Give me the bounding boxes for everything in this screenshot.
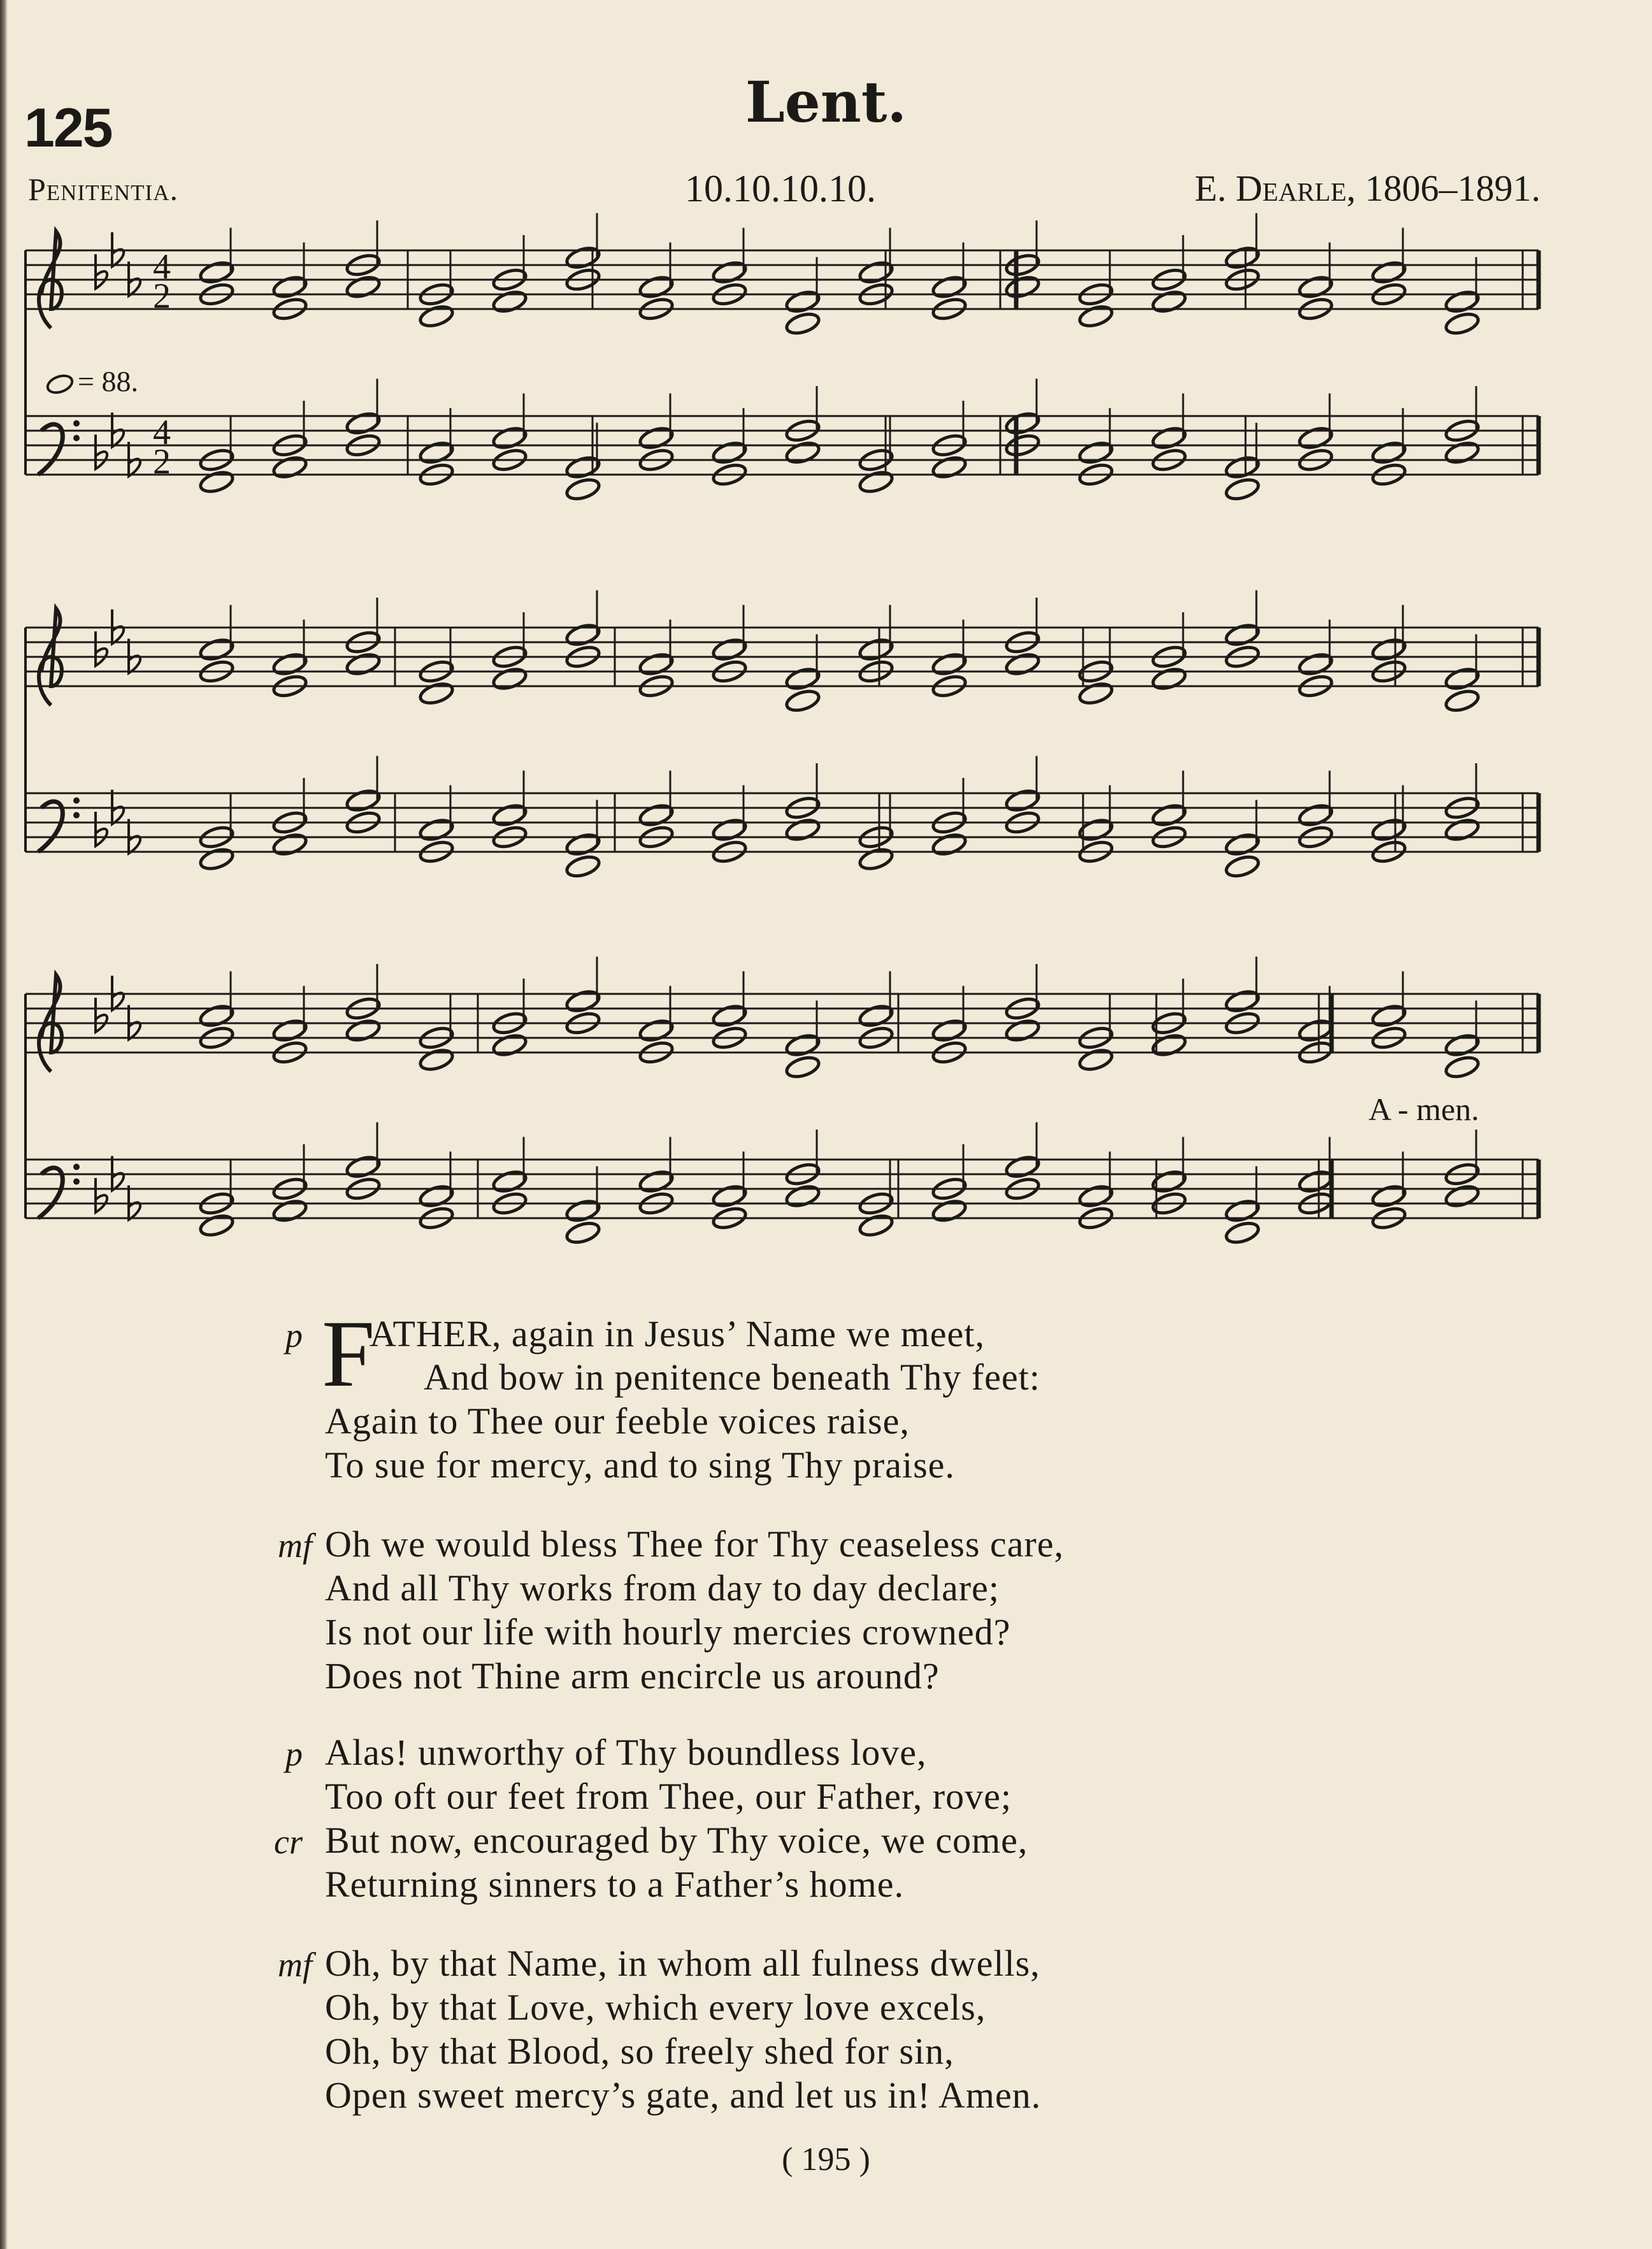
verse-2-line-2: And all Thy works from day to day declare;	[325, 1567, 1000, 1609]
half-note-icon	[1370, 440, 1407, 466]
half-note-icon	[1077, 303, 1114, 329]
half-note-icon	[271, 1198, 308, 1224]
half-note-icon	[1224, 1220, 1260, 1246]
half-note-icon	[198, 1003, 234, 1029]
verse-1-line-3: Again to Thee our feeble voices raise,	[325, 1400, 910, 1442]
time-signature-top: 4	[153, 247, 171, 287]
page-number: ( 195 )	[782, 2141, 870, 2178]
bass-clef-icon	[38, 801, 62, 852]
half-note-icon	[1297, 425, 1333, 451]
half-note-icon	[711, 1003, 747, 1029]
season-title: Lent.	[745, 69, 907, 135]
half-note-icon	[271, 454, 308, 480]
half-note-icon	[858, 469, 894, 495]
half-note-icon	[1224, 854, 1260, 880]
half-note-icon	[931, 831, 967, 858]
bass-clef-dot	[73, 1164, 80, 1170]
flat-sign-icon	[96, 998, 107, 1032]
flat-sign-icon	[96, 812, 107, 846]
half-note-icon	[784, 440, 821, 466]
half-note-icon	[858, 636, 894, 663]
half-note-icon	[1444, 289, 1480, 315]
half-note-icon	[1297, 651, 1333, 677]
half-note-icon	[1370, 1183, 1407, 1209]
verse-1-line-2: And bow in penitence beneath Thy feet:	[424, 1356, 1040, 1398]
verse-4-line-3: Oh, by that Blood, so freely shed for sin,	[325, 2030, 954, 2072]
verse-4-line-4: Open sweet mercy’s gate, and let us in! Amen.	[325, 2074, 1042, 2116]
half-note-icon	[198, 259, 234, 285]
flat-sign-icon	[96, 435, 107, 469]
half-note-icon	[198, 469, 234, 495]
verse-1-line-4: To sue for mercy, and to sing Thy praise.	[325, 1444, 955, 1486]
verse-3-line-4: Returning sinners to a Father’s home.	[325, 1864, 905, 1905]
half-note-icon	[784, 1032, 821, 1058]
half-note-icon	[345, 274, 381, 300]
time-signature-bottom: 2	[153, 442, 171, 482]
half-note-icon	[345, 651, 381, 677]
half-note-icon	[564, 245, 601, 271]
half-note-icon	[345, 410, 381, 436]
bass-clef-icon	[38, 1168, 62, 1218]
verse-3-line-2: Too oft our feet from Thee, our Father, rove;	[325, 1776, 1012, 1817]
drop-cap: F	[322, 1301, 375, 1407]
half-note-icon	[1151, 666, 1187, 692]
half-note-icon	[1444, 666, 1480, 692]
half-note-icon	[784, 311, 821, 337]
half-note-icon	[1224, 831, 1260, 858]
meter: 10.10.10.10.	[685, 168, 876, 210]
half-note-icon	[784, 1183, 821, 1209]
half-note-icon	[418, 1183, 454, 1209]
half-note-icon	[711, 636, 747, 663]
half-note-icon	[858, 1212, 894, 1239]
half-note-icon	[1370, 817, 1407, 843]
verse-2-line-3: Is not our life with hourly mercies crowned?	[325, 1611, 1011, 1653]
half-note-icon	[491, 1032, 528, 1058]
flat-sign-icon	[96, 631, 107, 666]
half-note-icon	[418, 1047, 454, 1073]
time-signature-bottom: 2	[153, 277, 171, 316]
half-note-icon	[1151, 425, 1187, 451]
half-note-icon	[418, 440, 454, 466]
half-note-icon	[564, 477, 601, 503]
half-note-icon	[784, 289, 821, 315]
half-note-icon	[564, 454, 601, 480]
half-note-icon	[1004, 410, 1040, 436]
verse-4-line-2: Oh, by that Love, which every love excels,	[325, 1987, 986, 2028]
composer: E. Dearle, 1806–1891.	[1195, 168, 1541, 209]
bass-clef-icon	[38, 424, 62, 475]
half-note-icon	[1444, 1032, 1480, 1058]
half-note-icon	[638, 1168, 674, 1195]
half-note-icon	[1004, 1017, 1040, 1044]
half-note-icon	[1224, 245, 1260, 271]
flat-sign-icon	[96, 1178, 107, 1212]
half-note-icon	[491, 425, 528, 451]
verse-2-line-1: Oh we would bless Thee for Thy ceaseless care,	[325, 1523, 1064, 1565]
amen-lyric: A - men.	[1368, 1091, 1479, 1127]
half-note-icon	[1004, 651, 1040, 677]
half-note-icon	[638, 651, 674, 677]
time-signature-top: 4	[153, 413, 171, 452]
hymn-number: 125	[24, 97, 112, 159]
half-note-icon	[1370, 636, 1407, 663]
half-note-icon	[418, 303, 454, 329]
bass-clef-dot	[73, 435, 80, 442]
half-note-icon	[345, 1154, 381, 1180]
half-note-icon	[931, 454, 967, 480]
half-note-icon	[638, 274, 674, 300]
bass-clef-dot	[73, 812, 80, 819]
half-note-icon	[638, 1017, 674, 1044]
half-note-icon	[931, 1017, 967, 1044]
half-note-icon	[564, 1198, 601, 1224]
half-note-icon	[1151, 289, 1187, 315]
dynamic-marking: p	[285, 1316, 303, 1354]
half-note-icon	[345, 1017, 381, 1044]
half-note-icon	[1444, 817, 1480, 843]
half-note-icon	[271, 831, 308, 858]
half-note-icon	[1444, 1054, 1480, 1081]
half-note-icon	[1077, 1047, 1114, 1073]
half-note-icon	[1370, 259, 1407, 285]
half-note-icon	[784, 1054, 821, 1081]
bass-clef-dot	[73, 1179, 80, 1185]
half-note-icon	[1224, 1198, 1260, 1224]
tune-name: Penitentia.	[28, 171, 178, 207]
flat-sign-icon	[96, 254, 107, 289]
half-note-icon	[198, 636, 234, 663]
half-note-icon	[1224, 988, 1260, 1014]
half-note-icon	[491, 802, 528, 828]
verse-2-line-4: Does not Thine arm encircle us around?	[325, 1655, 940, 1697]
half-note-icon	[198, 846, 234, 872]
bass-clef-dot	[73, 420, 80, 427]
half-note-icon	[491, 289, 528, 315]
half-note-icon	[564, 988, 601, 1014]
half-note-icon	[1224, 454, 1260, 480]
verse-4-line-1: Oh, by that Name, in whom all fulness dwells,	[325, 1943, 1040, 1984]
half-note-icon	[271, 274, 308, 300]
verse-3-line-1: Alas! unworthy of Thy boundless love,	[325, 1732, 927, 1773]
half-note-icon	[1444, 688, 1480, 714]
half-note-icon	[1444, 440, 1480, 466]
verse-3-line-3: But now, encouraged by Thy voice, we come,	[325, 1820, 1028, 1861]
half-note-icon	[198, 1212, 234, 1239]
dynamic-marking: mf	[278, 1527, 312, 1565]
half-note-icon	[1444, 311, 1480, 337]
half-note-icon	[858, 1003, 894, 1029]
half-note-icon	[1297, 1168, 1333, 1195]
dynamic-marking: p	[285, 1735, 303, 1773]
half-note-icon	[784, 817, 821, 843]
half-note-icon	[711, 1183, 747, 1209]
half-note-icon	[564, 1220, 601, 1246]
half-note-icon	[271, 1017, 308, 1044]
half-note-icon	[564, 831, 601, 858]
half-note-icon	[1224, 622, 1260, 648]
half-note-icon	[638, 425, 674, 451]
half-note-icon	[1004, 787, 1040, 814]
half-note-icon	[711, 817, 747, 843]
dynamic-marking: mf	[278, 1946, 312, 1984]
verse-1-line-1: ATHER, again in Jesus’ Name we meet,	[370, 1313, 985, 1354]
half-note-icon	[711, 259, 747, 285]
half-note-icon	[1444, 1183, 1480, 1209]
half-note-icon	[1297, 274, 1333, 300]
tempo-value: = 88.	[78, 365, 138, 398]
half-note-icon	[931, 274, 967, 300]
half-note-icon	[564, 854, 601, 880]
half-note-icon	[1077, 1183, 1114, 1209]
half-note-icon	[271, 651, 308, 677]
half-note-icon	[418, 817, 454, 843]
half-note-icon	[491, 1168, 528, 1195]
half-note-icon	[345, 787, 381, 814]
half-note-icon	[858, 846, 894, 872]
half-note-icon	[418, 680, 454, 707]
half-note-icon	[1004, 274, 1040, 300]
half-note-icon	[1297, 802, 1333, 828]
half-note-icon	[564, 622, 601, 648]
half-note-icon	[1077, 440, 1114, 466]
bass-clef-dot	[73, 798, 80, 804]
half-note-icon	[1004, 1154, 1040, 1180]
half-note-icon	[1370, 1003, 1407, 1029]
half-note-icon	[858, 259, 894, 285]
half-note-icon	[638, 802, 674, 828]
half-note-icon	[1297, 1017, 1333, 1044]
half-note-icon	[1151, 802, 1187, 828]
dynamic-marking: cr	[274, 1823, 303, 1861]
half-note-icon	[784, 688, 821, 714]
half-note-icon	[711, 440, 747, 466]
half-note-icon	[931, 1198, 967, 1224]
half-note-icon	[1224, 477, 1260, 503]
half-note-icon	[784, 666, 821, 692]
half-note-icon	[491, 666, 528, 692]
half-note-icon	[931, 651, 967, 677]
